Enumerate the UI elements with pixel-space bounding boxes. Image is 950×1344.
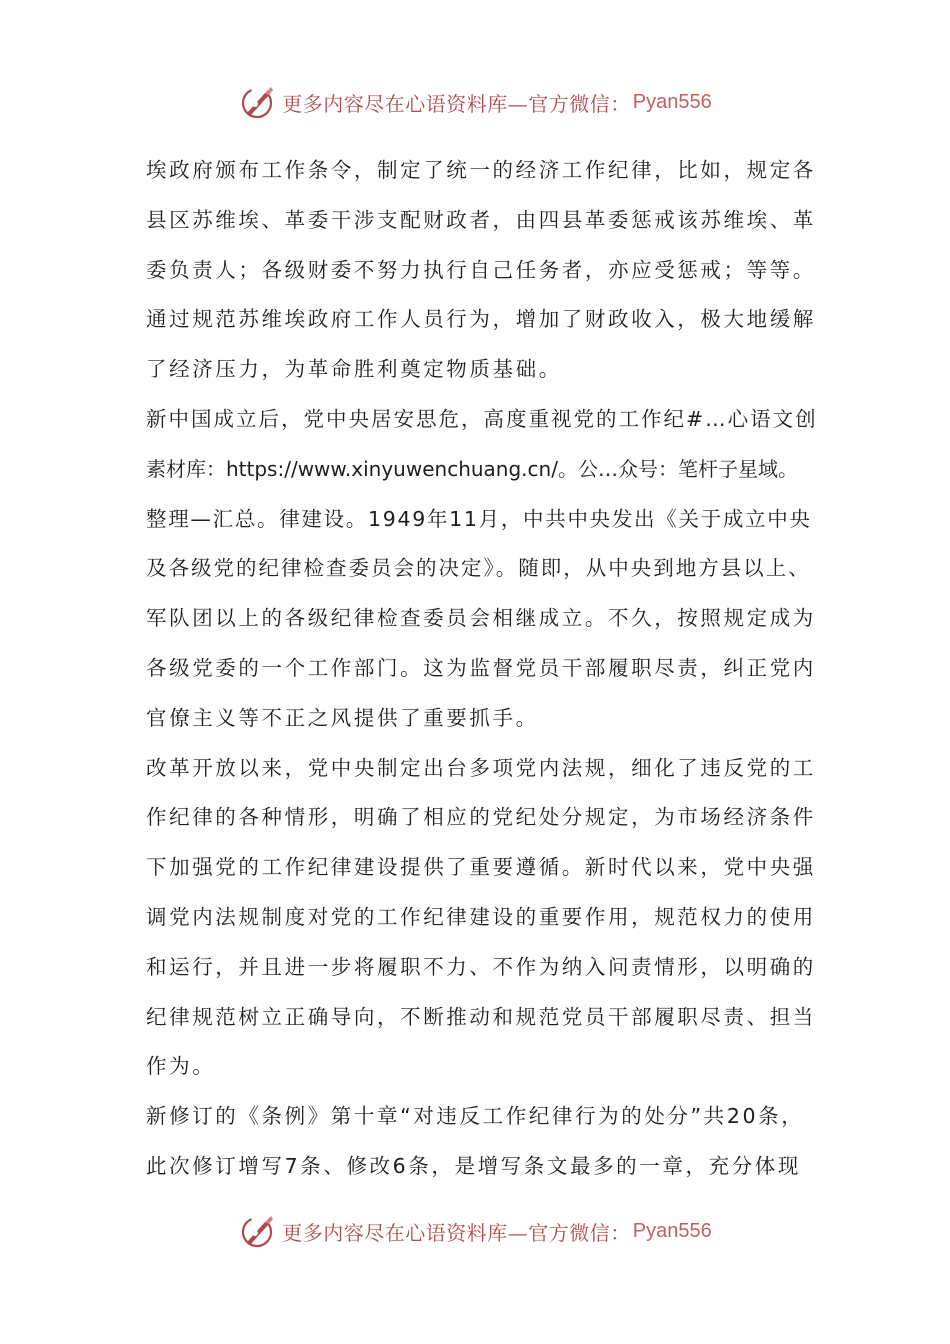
footer-banner-id: Pyan556 <box>632 1219 712 1242</box>
text-line: 纪律规范树立正确导向，不断推动和规范党员干部履职尽责、担当 <box>146 1004 816 1029</box>
text-line: 素材库：https://www.xinyuwenchuang.cn/。公…众号：笔杆子星域。 <box>146 456 798 481</box>
header-banner-id: Pyan556 <box>632 90 712 113</box>
text-line: 新修订的《条例》第十章“对违反工作纪律行为的处分”共20条， <box>146 1104 805 1129</box>
document-body <box>146 146 818 1192</box>
text-line: 通过规范苏维埃政府工作人员行为，增加了财政收入，极大地缓解 <box>146 307 816 332</box>
footer-banner-text: 更多内容尽在心语资料库—官方微信： <box>282 1220 631 1245</box>
text-line: 此次修订增写7条、修改6条，是增写条文最多的一章，充分体现 <box>146 1153 801 1178</box>
text-line: 了经济压力，为革命胜利奠定物质基础。 <box>146 357 562 382</box>
footer-banner <box>0 1209 950 1253</box>
pen-logo-icon <box>238 1211 278 1251</box>
text-line: 下加强党的工作纪律建设提供了重要遵循。新时代以来，党中央强 <box>146 855 816 880</box>
text-line: 作为。 <box>146 1054 216 1079</box>
text-line: 各级党委的一个工作部门。这为监督党员干部履职尽责，纠正党内 <box>146 655 816 680</box>
text-line: 调党内法规制度对党的工作纪律建设的重要作用，规范权力的使用 <box>146 904 816 929</box>
text-line: 和运行，并且进一步将履职不力、不作为纳入问责情形，以明确的 <box>146 954 816 979</box>
text-line: 改革开放以来，党中央制定出台多项党内法规，细化了违反党的工 <box>146 755 816 780</box>
text-line: 埃政府颁布工作条令，制定了统一的经济工作纪律，比如，规定各 <box>146 158 816 182</box>
text-line: 官僚主义等不正之风提供了重要抓手。 <box>146 705 539 730</box>
header-banner-text: 更多内容尽在心语资料库—官方微信： <box>282 91 631 116</box>
text-line: 委负责人；各级财委不努力执行自己任务者，亦应受惩戒；等等。 <box>146 257 816 282</box>
pen-logo-icon <box>238 82 278 122</box>
header-banner <box>0 80 950 124</box>
text-line: 作纪律的各种情形，明确了相应的党纪处分规定，为市场经济条件 <box>146 805 816 830</box>
text-line: 新中国成立后，党中央居安思危，高度重视党的工作纪#…心语文创 <box>146 406 818 431</box>
text-line: 军队团以上的各级纪律检查委员会相继成立。不久，按照规定成为 <box>146 606 816 631</box>
text-line: 整理—汇总。律建设。1949年11月，中共中央发出《关于成立中央 <box>146 506 812 531</box>
text-line: 县区苏维埃、革委干涉支配财政者，由四县革委惩戒该苏维埃、革 <box>146 207 816 232</box>
text-line: 及各级党的纪律检查委员会的决定》。随即，从中央到地方县以上、 <box>146 556 811 581</box>
